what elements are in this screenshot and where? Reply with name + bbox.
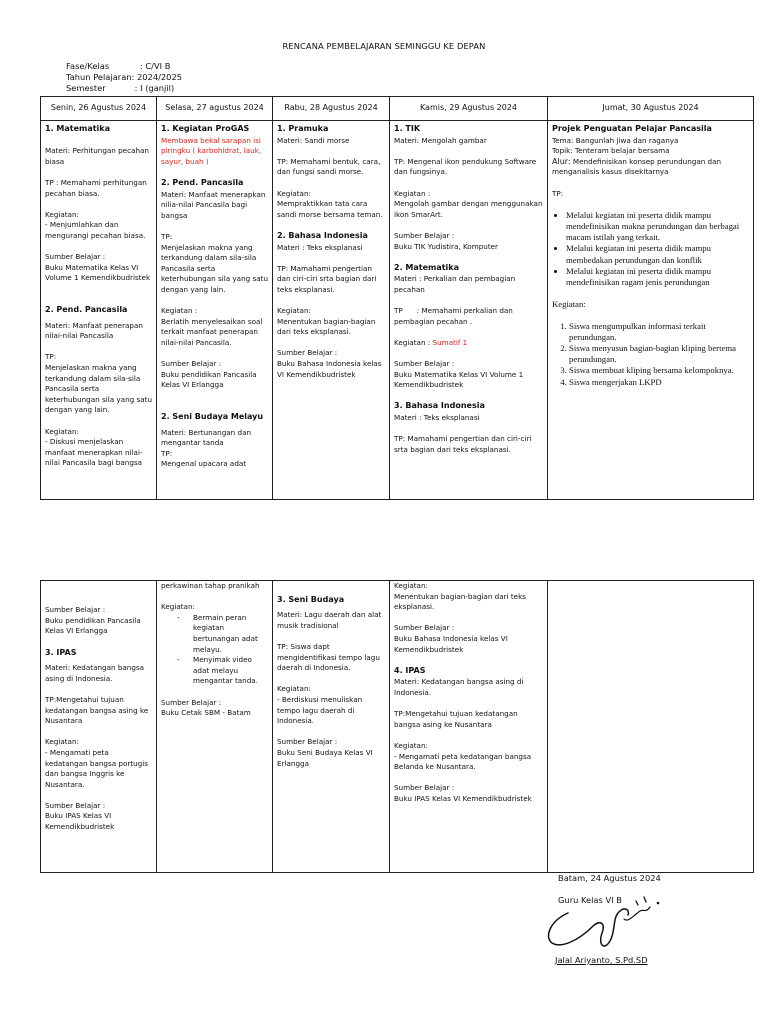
sumber-text: Buku Bahasa Indonesia kelas VI Kemendikbudristek — [394, 633, 508, 654]
meta-sep: : — [132, 61, 146, 71]
kegiatan-label: Kegiatan : — [394, 337, 433, 347]
day-header: Selasa, 27 agustus 2024 — [157, 97, 273, 121]
meta-key: Fase/Kelas — [66, 61, 110, 71]
tp-label: TP: — [161, 448, 173, 458]
schedule-row — [41, 581, 754, 873]
list-item: • Melalui kegiatan ini peserta didik mampu mendefinisikan makna perundungan dan berbagai macam istilah yang terkait. — [566, 210, 749, 244]
kegiatan-line — [394, 338, 543, 349]
meta-tahun-pelajaran — [66, 72, 182, 83]
cell-jumat-empty — [548, 581, 754, 873]
kegiatan-text: - Menjumlahkan dan mengurangi pecahan biasa. — [45, 220, 146, 240]
alur-text — [552, 157, 749, 178]
materi-text: Materi: Lagu daerah dan alat musik tradisional — [277, 610, 382, 630]
kegiatan-list — [161, 613, 268, 687]
continued-text: perkawinan tahap pranikah — [161, 581, 260, 590]
cell-selasa — [157, 581, 273, 873]
sumatif-badge: Sumatif 1 — [432, 337, 468, 347]
signature-name: Jalal Ariyanto, S.Pd.SD — [555, 955, 648, 965]
subject-heading: 4. IPAS — [394, 665, 426, 675]
subject-heading: 2. Matematika — [394, 262, 460, 272]
tp-text: TP: Mamahami pengertian dan ciri-ciri srta bagian dari teks eksplanasi. — [277, 263, 377, 294]
tp-text: Menjelaskan makna yang terkandung dalam sila-sila Pancasila serta keterhubungan sila yang satu dengan yang lain. — [161, 242, 268, 294]
kegiatan-text: Mengolah gambar dengan menggunakan ikon SmarArt. — [394, 199, 543, 219]
meta-sep: : — [105, 83, 141, 93]
meta-key: Tahun Pelajaran — [66, 72, 132, 82]
subject-heading: 1. Kegiatan ProGAS — [161, 124, 250, 133]
kegiatan-label: Kegiatan: — [45, 737, 79, 747]
cell-senin — [41, 121, 157, 500]
cell-jumat — [548, 121, 754, 500]
sumber-label: Sumber Belajar : — [394, 230, 455, 240]
topik-text: Topik: Tenteram belajar bersama — [552, 146, 670, 156]
progas-note: Membawa bekal sarapan isi piringku ( karbohidrat, lauk, sayur, buah ) — [161, 135, 262, 166]
kegiatan-label: Kegiatan: — [161, 602, 195, 612]
day-header: Kamis, 29 Agustus 2024 — [390, 97, 548, 121]
sumber-label: Sumber Belajar : — [161, 697, 222, 707]
materi-text: Materi: Manfaat penerapan nilai-nilai Pancasila — [45, 320, 143, 341]
subject-heading: 3. Seni Budaya — [277, 594, 345, 604]
kegiatan-text: Menentukan bagian-bagian dari teks eksplanasi. — [277, 316, 376, 337]
sumber-label: Sumber Belajar : — [45, 800, 106, 810]
materi-text: Materi: Bertunangan dan mengantar tanda — [161, 427, 252, 448]
subject-heading: 2. Pend. Pancasila — [161, 177, 244, 187]
list-item: - Menyimak video adat melayu mengantar tanda. — [193, 655, 268, 687]
sumber-label: Sumber Belajar : — [277, 348, 338, 358]
tp-key: TP — [394, 306, 403, 316]
kegiatan-label: Kegiatan: — [45, 209, 79, 219]
sumber-label: Sumber Belajar : — [394, 783, 455, 793]
kegiatan-label: Kegiatan: — [277, 188, 311, 198]
list-item: • Melalui kegiatan ini peserta didik mampu mendefinisikan ragam jenis perundungan — [566, 266, 749, 288]
sumber-text: Buku Seni Budaya Kelas VI Erlangga — [277, 747, 373, 768]
kegiatan-text: - Mengamati peta kedatangan bangsa portugis dan bangsa Inggris ke Nusantara. — [45, 747, 148, 789]
cell-selasa — [157, 121, 273, 500]
sumber-label: Sumber Belajar : — [394, 359, 455, 369]
cell-kamis — [390, 581, 548, 873]
day-header: Rabu, 28 Agustus 2024 — [273, 97, 390, 121]
tp-text: TP: Memahami bentuk, cara, dan fungsi sandi morse. — [277, 156, 381, 177]
document-title: RENCANA PEMBELAJARAN SEMINGGU KE DEPAN — [282, 41, 486, 51]
tp-label: TP: — [161, 231, 173, 241]
tp-text: TP:Mengetahui tujuan kedatangan bangsa asing ke Nusantara — [45, 694, 149, 726]
sumber-text: Buku pendidikan Pancasila Kelas VI Erlangga — [45, 615, 141, 636]
kegiatan-text: Menentukan bagian-bagian dari teks eksplanasi. — [394, 591, 527, 612]
materi-text: Materi: Mengolah gambar — [394, 135, 487, 145]
list-item: - Bermain peran kegiatan bertunangan adat melayu. — [193, 613, 268, 655]
materi-text: Materi: Manfaat menerapkan nilia-nilai Pancasila bagi bangsa — [161, 189, 266, 220]
schedule-table-part-1 — [40, 96, 754, 500]
tp-text — [394, 306, 543, 327]
tp-label: TP: — [45, 352, 57, 362]
alur-label: Alur: — [552, 156, 571, 166]
schedule-row — [41, 121, 754, 500]
materi-text: Materi: Kedatangan bangsa asing di Indonesia. — [45, 663, 145, 683]
cell-senin — [41, 581, 157, 873]
kegiatan-text: Mempraktikkan tata cara sandi morse bersama teman. — [277, 199, 383, 219]
materi-text: Materi: Sandi morse — [277, 135, 350, 145]
meta-value: C/VI B — [145, 61, 171, 71]
materi-text: Materi : Teks eksplanasi — [277, 242, 363, 252]
kegiatan-label: Kegiatan: — [394, 581, 428, 590]
kegiatan-text: Berlatih menyelesaikan soal terkait manfaat penerapan nilai-nilai Pancasila. — [161, 316, 263, 347]
subject-heading: 2. Seni Budaya Melayu — [161, 412, 264, 422]
meta-semester — [66, 83, 182, 94]
subject-heading: 1. Matematika — [45, 124, 111, 133]
sumber-label: Sumber Belajar : — [161, 359, 222, 369]
kegiatan-list — [552, 321, 749, 388]
list-item: 1. Siswa mengumpulkan informasi terkait perundungan. — [569, 321, 749, 343]
document-meta — [66, 61, 182, 94]
tp-text: TP: Mamahami pengertian dan ciri-ciri srta bagian dari teks eksplanasi. — [394, 434, 532, 454]
tp-text: TP: Mengenal ikon pendukung Software dan fungsinya. — [394, 156, 537, 177]
tema-text: Tema: Bangunlah jiwa dan raganya — [552, 135, 679, 145]
sumber-text: Buku Cetak SBM - Batam — [161, 708, 251, 718]
materi-text: Materi : Perkalian dan pembagian pecahan — [394, 274, 516, 294]
materi-text: Materi : Teks eksplanasi — [394, 413, 480, 423]
project-heading: Projek Penguatan Pelajar Pancasila — [552, 124, 712, 133]
tp-text: Mengenal upacara adat — [161, 459, 247, 469]
kegiatan-label: Kegiatan : — [161, 306, 198, 316]
meta-sep: : — [131, 72, 137, 82]
list-item: 3. Siswa membuat kliping bersama kelompoknya. — [569, 365, 749, 376]
kegiatan-label: Kegiatan: — [277, 684, 311, 694]
list-item: 4. Siswa mengerjakan LKPD — [569, 377, 749, 388]
cell-rabu — [273, 121, 390, 500]
subject-heading: 2. Bahasa Indonesia — [277, 230, 368, 240]
sumber-text: Buku IPAS Kelas VI Kemendikbudristek — [45, 811, 115, 832]
sumber-text: Buku Matematika Kelas VI Volume 1 Kemendikbudristek — [394, 369, 524, 390]
tp-text: Menjelaskan makna yang terkandung dalam sila-sila Pancasila serta keterhubungan sila yang satu dengan yang lain. — [45, 363, 152, 415]
sumber-label: Sumber Belajar : — [45, 252, 106, 262]
signature-place-date: Batam, 24 Agustus 2024 — [558, 873, 661, 883]
meta-value: I (ganjil) — [140, 83, 175, 93]
materi-text: Materi: Kedatangan bangsa asing di Indonesia. — [394, 677, 524, 697]
sumber-label: Sumber Belajar : — [277, 737, 338, 747]
kegiatan-label: Kegiatan: — [45, 426, 79, 436]
meta-fase-kelas — [66, 61, 182, 72]
kegiatan-label: Kegiatan: — [394, 740, 428, 750]
schedule-table-part-2 — [40, 580, 754, 873]
sumber-text: Buku IPAS Kelas VI Kemendikbudristek — [394, 793, 532, 803]
sumber-label: Sumber Belajar : — [45, 605, 106, 615]
kegiatan-text: - Diskusi menjelaskan manfaat menerapkan nilai-nilai Pancasila bagi bangsa — [45, 437, 143, 468]
day-header: Jumat, 30 Agustus 2024 — [548, 97, 754, 121]
signature-role: Guru Kelas VI B — [558, 895, 622, 905]
kegiatan-text: - Mengamati peta kedatangan bangsa Belanda ke Nusantara. — [394, 751, 532, 772]
cell-rabu — [273, 581, 390, 873]
day-header-row — [41, 97, 754, 121]
sumber-text: Buku Bahasa Indonesia kelas VI Kemendikbudristek — [277, 359, 382, 379]
sumber-text: Buku TIK Yudistira, Komputer — [394, 241, 499, 251]
day-header: Senin, 26 Agustus 2024 — [41, 97, 157, 121]
sumber-text: Buku Matematika Kelas VI Volume 1 Kemendikbudristek — [45, 262, 151, 283]
tp-list — [552, 210, 749, 288]
kegiatan-text: - Berdiskusi menuliskan tempo lagu daerah di Indonesia. — [277, 694, 363, 726]
kegiatan-label: Kegiatan: — [277, 306, 311, 316]
materi-text: Materi: Perhitungan pecahan biasa — [45, 146, 149, 166]
sumber-text: Buku pendidikan Pancasila Kelas VI Erlangga — [161, 369, 257, 390]
list-item: 2. Siswa menyusun bagian-bagian kliping bertema perundungan. — [569, 343, 749, 365]
tp-text: TP:Mengetahui tujuan kedatangan bangsa asing ke Nusantara — [394, 709, 518, 729]
sumber-label: Sumber Belajar : — [394, 623, 455, 633]
handwritten-signature — [540, 893, 670, 959]
tp-text: TP : Memahami perhitungan pecahan biasa. — [45, 177, 147, 198]
kegiatan-label: Kegiatan: — [552, 298, 586, 309]
tp-value: : Memahami perkalian dan pembagian pecahan . — [394, 306, 513, 326]
tp-label: TP: — [552, 188, 564, 198]
meta-key: Semester — [66, 83, 106, 93]
subject-heading: 2. Pend. Pancasila — [45, 305, 128, 315]
list-item: • Melalui kegiatan ini peserta didik mampu membedakan perundungan dan konflik — [566, 243, 749, 265]
subject-heading: 3. IPAS — [45, 647, 77, 657]
cell-kamis — [390, 121, 548, 500]
subject-heading: 3. Bahasa Indonesia — [394, 401, 485, 411]
subject-heading: 1. Pramuka — [277, 124, 329, 133]
tp-text: TP: Siswa dapt mengidentifikasi tempo lagu daerah di Indonesia. — [277, 641, 380, 673]
subject-heading: 1. TIK — [394, 124, 421, 133]
meta-value: 2024/2025 — [136, 72, 183, 82]
alur-value: Mendefinisikan konsep perundungan dan menganalisis kasus disekitarnya — [552, 156, 722, 177]
kegiatan-label: Kegiatan : — [394, 188, 431, 198]
